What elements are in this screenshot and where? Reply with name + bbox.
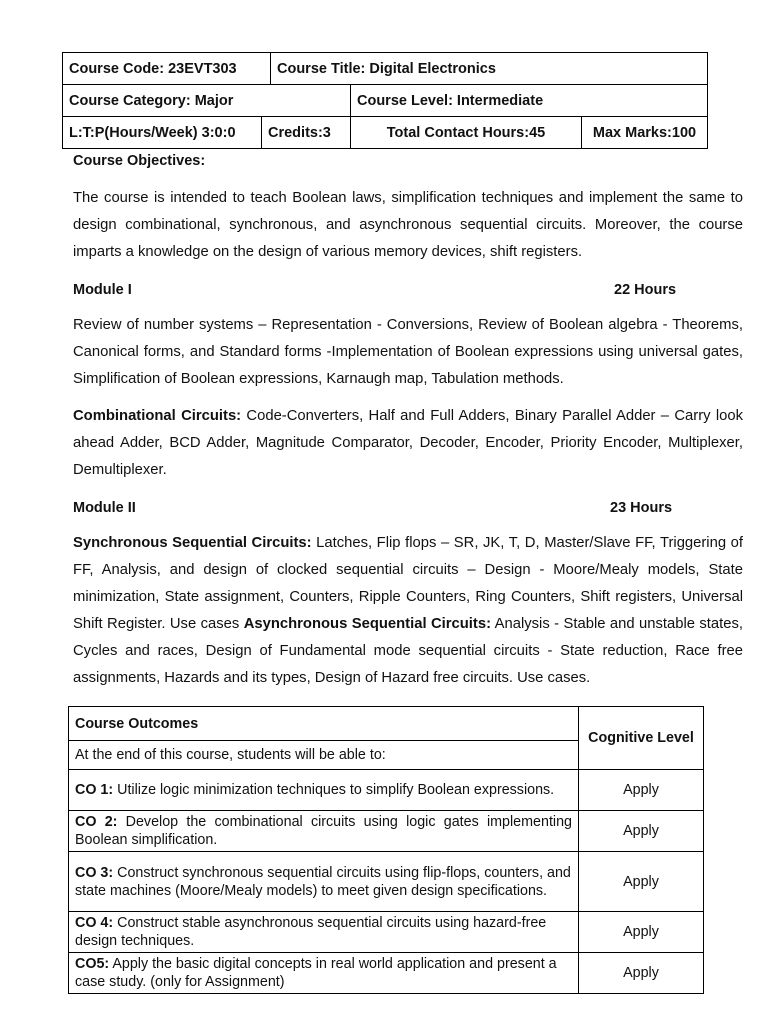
objectives-text: The course is intended to teach Boolean laws, simplification techniques and implement the same to design combinational, synchronous, and asynchronous sequential circuits. Moreover, the course imparts a knowledge on the design of various memory devices, shift registers. bbox=[73, 190, 743, 260]
table-row bbox=[69, 852, 704, 912]
co-level: Apply bbox=[579, 953, 704, 994]
co-text: Develop the combinational circuits using logic gates implementing Boolean simplification. bbox=[75, 814, 572, 848]
asynchronous-text: Analysis - Stable and unstable states, Cycles and races, Design of Fundamental mode sequential circuits - State reduction, Race free assignments, Hazards and its types, Design of Hazard free circuits. Use cases. bbox=[73, 616, 743, 686]
co-code: CO 2: bbox=[75, 814, 118, 830]
max-marks: Max Marks:100 bbox=[582, 117, 708, 149]
course-outcomes-table bbox=[68, 706, 704, 994]
ltp-hours: L:T:P(Hours/Week) 3:0:0 bbox=[63, 117, 262, 149]
co-code: CO 4: bbox=[75, 915, 114, 931]
module-1-hours: 22 Hours bbox=[614, 282, 677, 298]
course-level: Course Level: Intermediate bbox=[351, 85, 708, 117]
co-level: Apply bbox=[579, 811, 704, 852]
co-text: Utilize logic minimization techniques to simplify Boolean expressions. bbox=[113, 782, 555, 798]
co-text: Construct stable asynchronous sequential circuits using hazard-free design techniques. bbox=[75, 915, 547, 949]
synchronous-label: Synchronous Sequential Circuits: bbox=[73, 535, 312, 551]
combinational-circuits-text: Code-Converters, Half and Full Adders, Binary Parallel Adder – Carry look ahead Adder, BCD Adder, Magnitude Comparator, Decoder, Encoder, Priority Encoder, Multiplexer, Demultiplexer. bbox=[73, 408, 743, 478]
table-row bbox=[69, 912, 704, 953]
co-code: CO 3: bbox=[75, 864, 114, 881]
credits: Credits:3 bbox=[262, 117, 351, 149]
co-text: Construct synchronous sequential circuits using flip-flops, counters, and state machines (Moore/Mealy models) to meet given design specifications. bbox=[75, 864, 571, 899]
outcomes-heading: Course Outcomes bbox=[69, 707, 579, 741]
course-category: Course Category: Major bbox=[63, 85, 351, 117]
combinational-circuits-label: Combinational Circuits: bbox=[73, 408, 242, 424]
course-title: Course Title: Digital Electronics bbox=[271, 53, 708, 85]
contact-hours: Total Contact Hours:45 bbox=[351, 117, 582, 149]
objectives-heading: Course Objectives: bbox=[73, 153, 206, 169]
module-1-title: Module I bbox=[73, 282, 132, 298]
co-level: Apply bbox=[579, 852, 704, 912]
synchronous-text: Latches, Flip flops – SR, JK, T, D, Master/Slave FF, Triggering of FF, Analysis, and design of clocked sequential circuits – Design - Moore/Mealy models, State minimization, State assignment, Counters, Ripple Counters, Ring Counters, Shift registers, Universal Shift Register. Use cases bbox=[73, 535, 743, 632]
asynchronous-label: Asynchronous Sequential Circuits: bbox=[243, 616, 492, 632]
course-header-row-2 bbox=[62, 84, 708, 117]
module-2-title: Module II bbox=[73, 500, 136, 516]
table-row bbox=[69, 770, 704, 811]
cognitive-level-header: Cognitive Level bbox=[579, 707, 704, 770]
co-level: Apply bbox=[579, 912, 704, 953]
co-code: CO 1: bbox=[75, 782, 114, 798]
table-row bbox=[69, 811, 704, 852]
course-header-row-3 bbox=[62, 116, 708, 149]
combinational-circuits-paragraph bbox=[73, 403, 743, 484]
module-2-hours: 23 Hours bbox=[610, 500, 673, 516]
table-row bbox=[69, 953, 704, 994]
course-code: Course Code: 23EVT303 bbox=[63, 53, 271, 85]
outcomes-intro: At the end of this course, students will be able to: bbox=[69, 741, 579, 770]
module-1-paragraph: Review of number systems – Representation - Conversions, Review of Boolean algebra - Theorems, Canonical forms, and Standard forms -Implementation of Boolean expressions using universal gates, Simplification of Boolean expressions, Karnaugh map, Tabulation methods. bbox=[73, 317, 743, 387]
course-header-row-1 bbox=[62, 52, 708, 85]
co-code: CO5: bbox=[75, 956, 110, 972]
co-text: Apply the basic digital concepts in real world application and present a case study. (only for Assignment) bbox=[75, 956, 557, 990]
module-2-paragraph bbox=[73, 530, 743, 692]
co-level: Apply bbox=[579, 770, 704, 811]
